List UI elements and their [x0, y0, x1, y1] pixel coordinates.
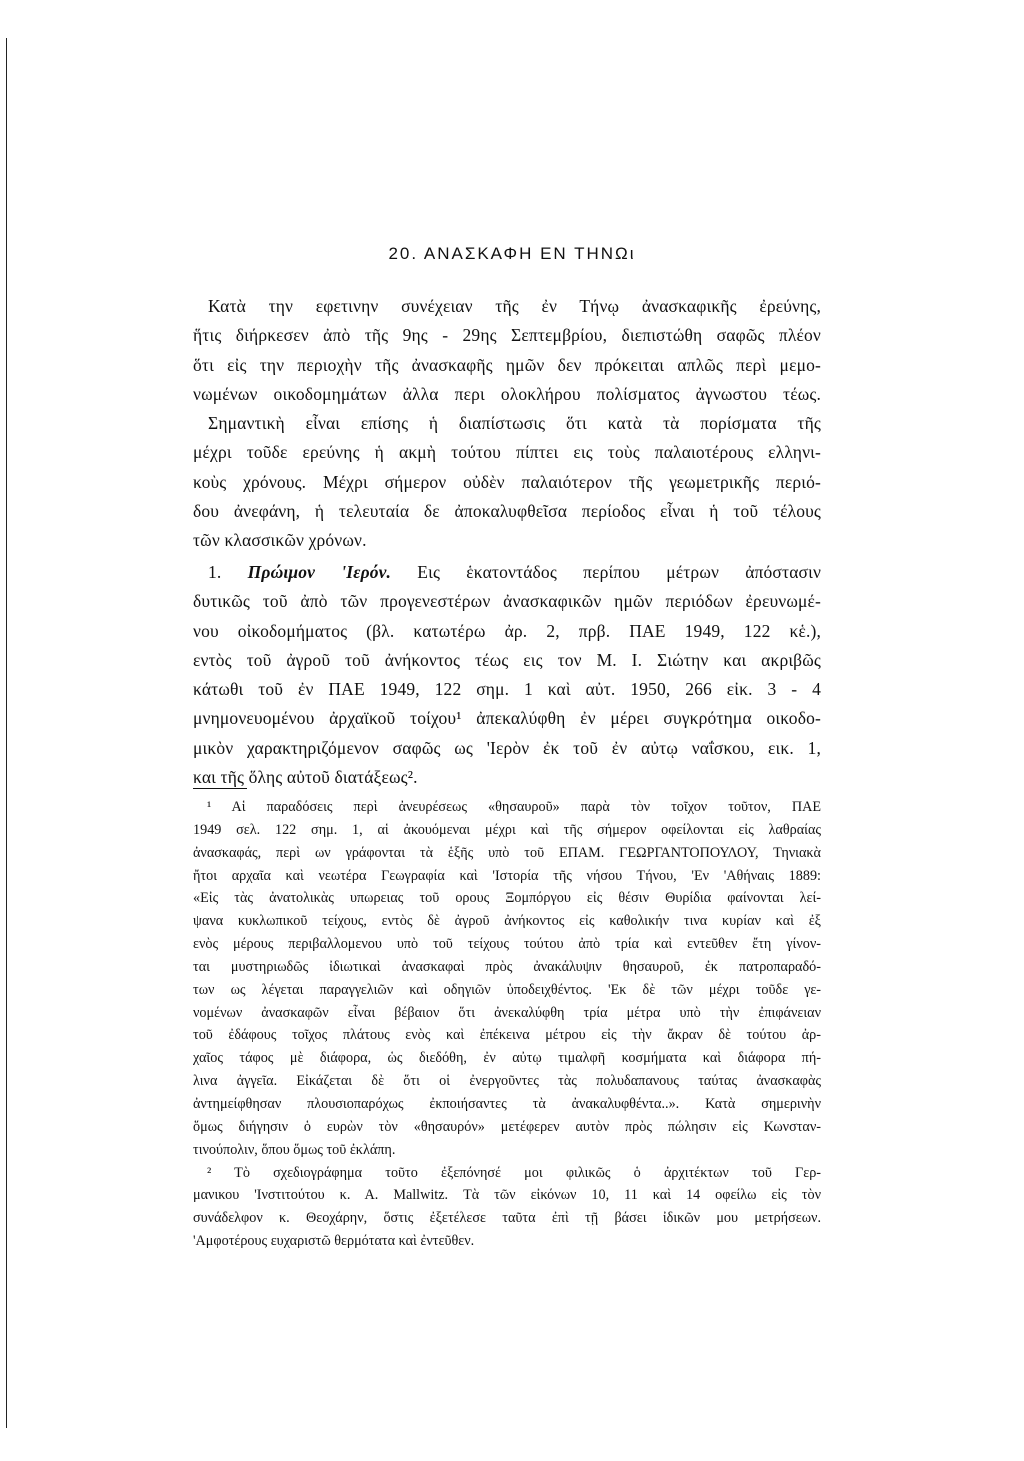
text-line: και τῆς ὅλης αὐτοῦ διατάξεως².	[193, 767, 418, 788]
footnote-line: «Εἰς τὰς ἀνατολικὰς υπωρειας τοῦ ορους Ξομπόργου εἰς θέσιν Θυρίδια φαίνονται λεί-	[193, 890, 821, 907]
section-first-line-rest: Εις ἑκατοντάδος περίπου μέτρων ἀπόστασιν	[417, 562, 822, 582]
text-line: κάτωθι τοῦ ἐν ΠΑΕ 1949, 122 σημ. 1 καὶ αὐτ. 1950, 266 εἰκ. 3 - 4	[193, 679, 821, 700]
footnote-line: λινα ἀγγεῖα. Εἰκάζεται δὲ ὅτι οἱ ἐνεργοῦντες τὰς πολυδαπανους ταύτας ἀνασκαφὰς	[193, 1073, 821, 1090]
page-heading: 20. ΑΝΑΣΚΑΦΗ ΕΝ ΤΗΝΩι	[388, 244, 636, 263]
text-line: δυτικῶς τοῦ ἀπὸ τῶν προγενεστέρων ἀνασκαφικῶν ημῶν περιόδων ἐρευνωμέ-	[193, 591, 821, 612]
text-line: νωμένων οικοδομημάτων ἀλλα περι ολοκλήρου πολίσματος ἀγνωστου τέως.	[193, 383, 821, 404]
footnote-line: μανικου 'Ινστιτούτου κ. Α. Mallwitz. Τὰ τῶν εἰκόνων 10, 11 καὶ 14 οφείλω εἰς τὸν	[193, 1187, 821, 1204]
section-title: Πρώιμον 'Ιερόν.	[247, 562, 392, 582]
text-line: εντὸς τοῦ ἀγροῦ τοῦ ἀνήκοντος τέως εις τον Μ. Ι. Σιώτην και ακριβῶς	[193, 649, 821, 670]
footnote-line: 1949 σελ. 122 σημ. 1, αἱ ἀκουόμεναι μέχρι καὶ τῆς σήμερον οφείλονται εἰς λαθραίας	[193, 821, 821, 838]
footnote-line: τινούπολιν, ὅπου ὅμως τοῦ ἐκλάπη.	[193, 1141, 396, 1158]
footnote-line: συνάδελφον κ. Θεοχάρην, ὅστις ἐξετέλεσε ταῦτα ἐπὶ τῇ βάσει ἰδικῶν μου μετρήσεων.	[193, 1210, 821, 1227]
section-number: 1.	[208, 562, 222, 582]
footnote-line: ἀντημείφθησαν πλουσιοπαρόχως ἐκποιήσαντες τὰ ἀνακαλυφθέντα..». Κατὰ σημερινὴν	[193, 1095, 821, 1112]
footnote-line: ἤτοι αρχαῖα καὶ νεωτέρα Γεωγραφία καὶ 'Ιστορία τῆς νήσου Τήνου, 'Εν 'Αθήναις 1889:	[193, 867, 821, 884]
text-line: Σημαντικὴ εἶναι επίσης ἡ διαπίστωσις ὅτι κατὰ τὰ πορίσματα τῆς	[208, 413, 821, 434]
footnote-line: ὅμως διήγησιν ὁ ευρὼν τὸν «θησαυρόν» μετέφερεν αυτὸν πρὸς πώλησιν εἰς Κωνσταν-	[193, 1118, 821, 1135]
footnote-line: ενὸς μέρους περιβαλλομενου υπὸ τοῦ τείχους τούτου ἀπὸ τρία καὶ εντεῦθεν ἔτη γίνον-	[193, 936, 821, 953]
section-first-line	[193, 558, 821, 587]
intro-paragraph	[193, 292, 821, 556]
footnote-line: ἀνασκαφάς, περὶ ων γράφονται τὰ ἑξῆς υπὸ τοῦ ΕΠΑΜ. ΓΕΩΡΓΑΝΤΟΠΟΥΛΟΥ, Τηνιακὰ	[193, 844, 821, 861]
text-line: ὅτι εἰς την περιοχὴν τῆς ἀνασκαφῆς ημῶν δεν πρόκειται απλῶς περὶ μεμο-	[193, 354, 821, 375]
footnote-line: 'Αμφοτέρους ευχαριστῶ θερμότατα καὶ ἐντεῦθεν.	[193, 1233, 475, 1250]
text-line: τῶν κλασσικῶν χρόνων.	[193, 530, 367, 551]
text-line: μικὸν χαρακτηριζόμενον σαφῶς ως 'Ιερὸν ἐκ τοῦ ἐν αὐτῳ ναΐσκου, εικ. 1,	[193, 737, 821, 758]
footnote-line: ψανα κυκλωπικοῦ τείχους, εντὸς δὲ ἀγροῦ ἀνήκοντος εἰς καθολικήν τινα κυρίαν καὶ ἐξ	[193, 913, 821, 930]
footnote-line: νομένων ἀνασκαφῶν εἶναι βέβαιον ὅτι ἀνεκαλύφθη τρία μέτρα υπὸ τὴν ἐπιφάνειαν	[193, 1004, 821, 1021]
footnote-line: τοῦ ἐδάφους τοῖχος πλάτους ενὸς καὶ ἐπέκεινα μέτρου εἰς τὴν ἄκραν δὲ τούτου ἀρ-	[193, 1027, 821, 1044]
text-line: μέχρι τοῦδε ερεύνης ἡ ακμὴ τούτου πίπτει εις τοὺς παλαιοτέρους ελληνι-	[193, 442, 821, 463]
footnote-line: χαῖος τάφος μὲ διάφορα, ὡς διεδόθη, ἐν αὐτῳ τιμαλφῆ κοσμήματα καὶ διάφορα πή-	[193, 1050, 821, 1067]
footnote-separator	[193, 788, 247, 789]
text-line: δου ἀνεφάνη, ἡ τελευταία δε ἀποκαλυφθεῖσα περίοδος εἶναι ἡ τοῦ τέλους	[193, 501, 821, 522]
footnote-line: ται μυστηριωδῶς ἰδιωτικαὶ ἀνασκαφαὶ πρὸς ἀνακάλυψιν θησαυροῦ, ἐκ πατροπαραδό-	[193, 958, 821, 975]
text-line: νου οἰκοδομήματος (βλ. κατωτέρω ἀρ. 2, πρβ. ΠΑΕ 1949, 122 κἑ.),	[193, 620, 821, 641]
text-line: Κατὰ την εφετινην συνέχειαν τῆς ἐν Τήνῳ ἀνασκαφικῆς ἐρεύνης,	[208, 296, 821, 316]
footnotes	[193, 796, 821, 1253]
footnote-line: των ως λέγεται παραγγελιῶν καὶ οδηγιῶν ὑποδειχθέντος. 'Εκ δὲ τῶν μέχρι τοῦδε γε-	[193, 981, 821, 998]
text-line: κοὺς χρόνους. Μέχρι σήμερον οὐδὲν παλαιότερον τῆς γεωμετρικῆς περιό-	[193, 471, 821, 492]
text-line: μνημονευομένου ἀρχαϊκοῦ τοίχου¹ ἀπεκαλύφθη ἐν μέρει συγκρότημα οικοδο-	[193, 708, 821, 729]
footnote-line: ² Τὸ σχεδιογράφημα τοῦτο ἐξεπόνησέ μοι φιλικῶς ὁ ἀρχιτέκτων τοῦ Γερ-	[207, 1164, 821, 1181]
text-line: ἥτις διήρκεσεν ἀπὸ τῆς 9ης - 29ης Σεπτεμβρίου, διεπιστώθη σαφῶς πλέον	[193, 325, 821, 346]
section-paragraph	[193, 558, 821, 792]
footnote-line: ¹ Αἱ παραδόσεις περὶ ἀνευρέσεως «θησαυροῦ» παρὰ τὸν τοῖχον τοῦτον, ΠΑΕ	[207, 799, 821, 815]
